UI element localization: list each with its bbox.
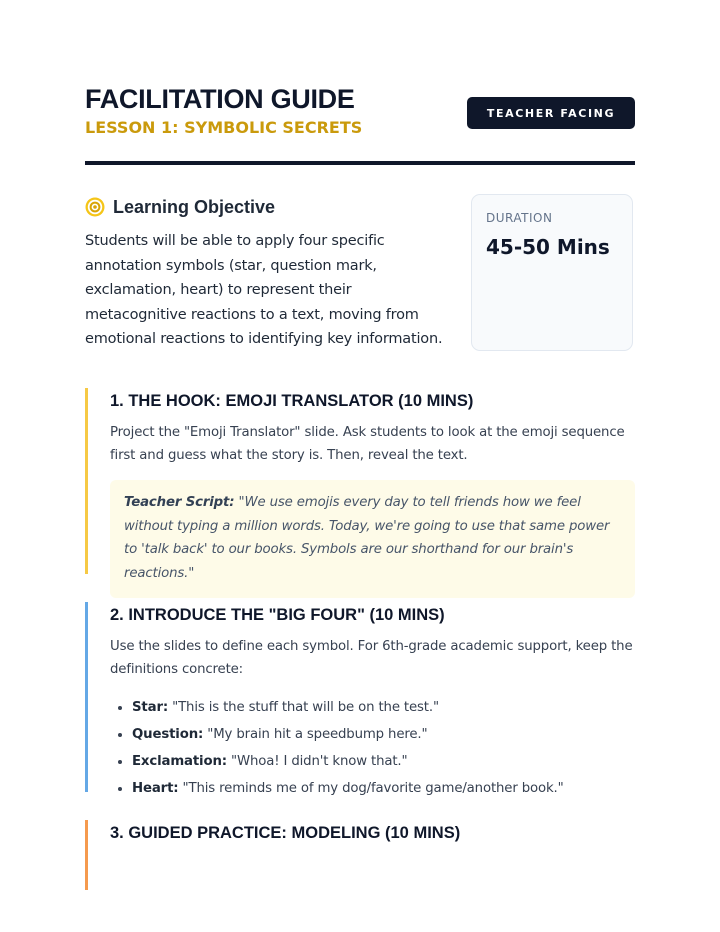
header xyxy=(85,84,635,144)
teacher-script-lead: Teacher Script: xyxy=(124,495,235,510)
duration-label: DURATION xyxy=(486,211,553,225)
duration-value: 45-50 Mins xyxy=(486,235,610,259)
section-title: 1. THE HOOK: EMOJI TRANSLATOR (10 MINS) xyxy=(110,392,474,410)
objective-text: Students will be able to apply four specific annotation symbols (star, question mark, exclamation, heart) to represent their metacognitive reactions to a text, moving from emotional reactions to identifying key information. xyxy=(85,233,443,348)
symbol-term: Heart: xyxy=(132,781,179,796)
symbol-description: "This reminds me of my dog/favorite game/another book." xyxy=(182,781,564,796)
list-item xyxy=(132,775,635,802)
section-text: Use the slides to define each symbol. For 6th-grade academic support, keep the definitions concrete: xyxy=(110,639,633,677)
list-item xyxy=(132,721,635,748)
symbol-description: "Whoa! I didn't know that." xyxy=(231,754,408,769)
duration-card xyxy=(471,194,633,351)
section-title: 2. INTRODUCE THE "BIG FOUR" (10 MINS) xyxy=(110,606,445,624)
objective-heading-row xyxy=(85,194,455,220)
symbol-description: "My brain hit a speedbump here." xyxy=(207,727,428,742)
header-divider xyxy=(85,161,635,165)
objective-heading: Learning Objective xyxy=(113,196,276,217)
target-icon xyxy=(85,197,105,217)
symbol-list xyxy=(110,694,635,802)
section-big-four xyxy=(85,602,635,796)
section-hook xyxy=(85,388,635,581)
teacher-script-text: "We use emojis every day to tell friends how we feel without typing a million words. Today, we're going to use that same power to 'talk back' to our books. Symbols are our shorthand for our brain's reactions." xyxy=(124,495,610,581)
symbol-description: "This is the stuff that will be on the test." xyxy=(172,700,439,715)
section-title: 3. GUIDED PRACTICE: MODELING (10 MINS) xyxy=(110,824,461,842)
section-guided-practice xyxy=(85,820,635,890)
list-item xyxy=(132,748,635,775)
symbol-term: Star: xyxy=(132,700,169,715)
symbol-term: Question: xyxy=(132,727,204,742)
page-title: FACILITATION GUIDE xyxy=(85,84,355,114)
lesson-subtitle: LESSON 1: SYMBOLIC SECRETS xyxy=(85,118,363,137)
symbol-term: Exclamation: xyxy=(132,754,227,769)
teacher-facing-badge: TEACHER FACING xyxy=(467,97,635,129)
list-item xyxy=(132,694,635,721)
section-text: Project the "Emoji Translator" slide. Ask students to look at the emoji sequence first and guess what the story is. Then, reveal the text. xyxy=(110,425,625,463)
teacher-script-box xyxy=(110,480,635,598)
learning-objective xyxy=(85,194,455,352)
